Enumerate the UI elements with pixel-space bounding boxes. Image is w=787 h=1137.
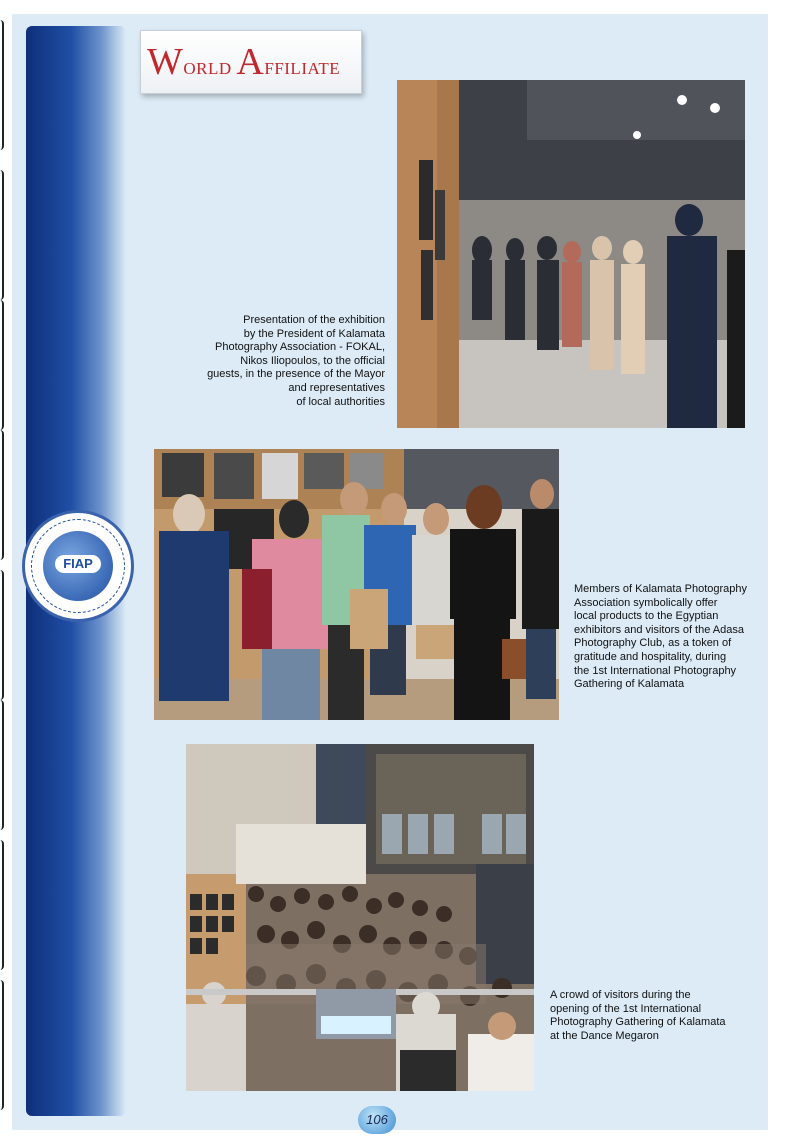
binding-mark xyxy=(0,840,4,970)
crowd-of-visitors-caption: A crowd of visitors during the opening of the 1st International Photography Gathering of Kalamata at the Dance Megaron xyxy=(550,989,726,1042)
binding-mark xyxy=(0,20,4,150)
binding-mark xyxy=(0,980,4,1110)
page-number: 106 xyxy=(358,1106,396,1134)
seal-text: FIAP xyxy=(55,555,101,573)
section-header xyxy=(140,30,362,94)
exhibition-presentation-caption: Presentation of the exhibition by the President of Kalamata Photography Association - FOKAL, Nikos Iliopoulos, to the official guests, in the presence of the Mayor and representatives of local authorities xyxy=(207,314,385,408)
members-offering-products-caption: Members of Kalamata Photography Association symbolically offer local products to the Egyptian exhibitors and visitors of the Adasa Photography Club, as a token of gratitude and hospitality, during the 1st International Photography Gathering of Kalamata xyxy=(574,583,748,691)
page-binding-edge xyxy=(0,0,12,1137)
binding-mark xyxy=(0,570,4,700)
crowd-of-visitors-photo xyxy=(186,744,534,1091)
binding-mark xyxy=(0,300,4,430)
section-title: WORLD AFFILIATE xyxy=(147,41,341,83)
members-offering-products-photo xyxy=(154,449,559,720)
binding-mark xyxy=(0,700,4,830)
exhibition-presentation-photo xyxy=(397,80,745,428)
seal-globe xyxy=(43,531,113,601)
binding-mark xyxy=(0,430,4,560)
fiap-seal-icon xyxy=(22,510,134,622)
binding-mark xyxy=(0,170,4,300)
